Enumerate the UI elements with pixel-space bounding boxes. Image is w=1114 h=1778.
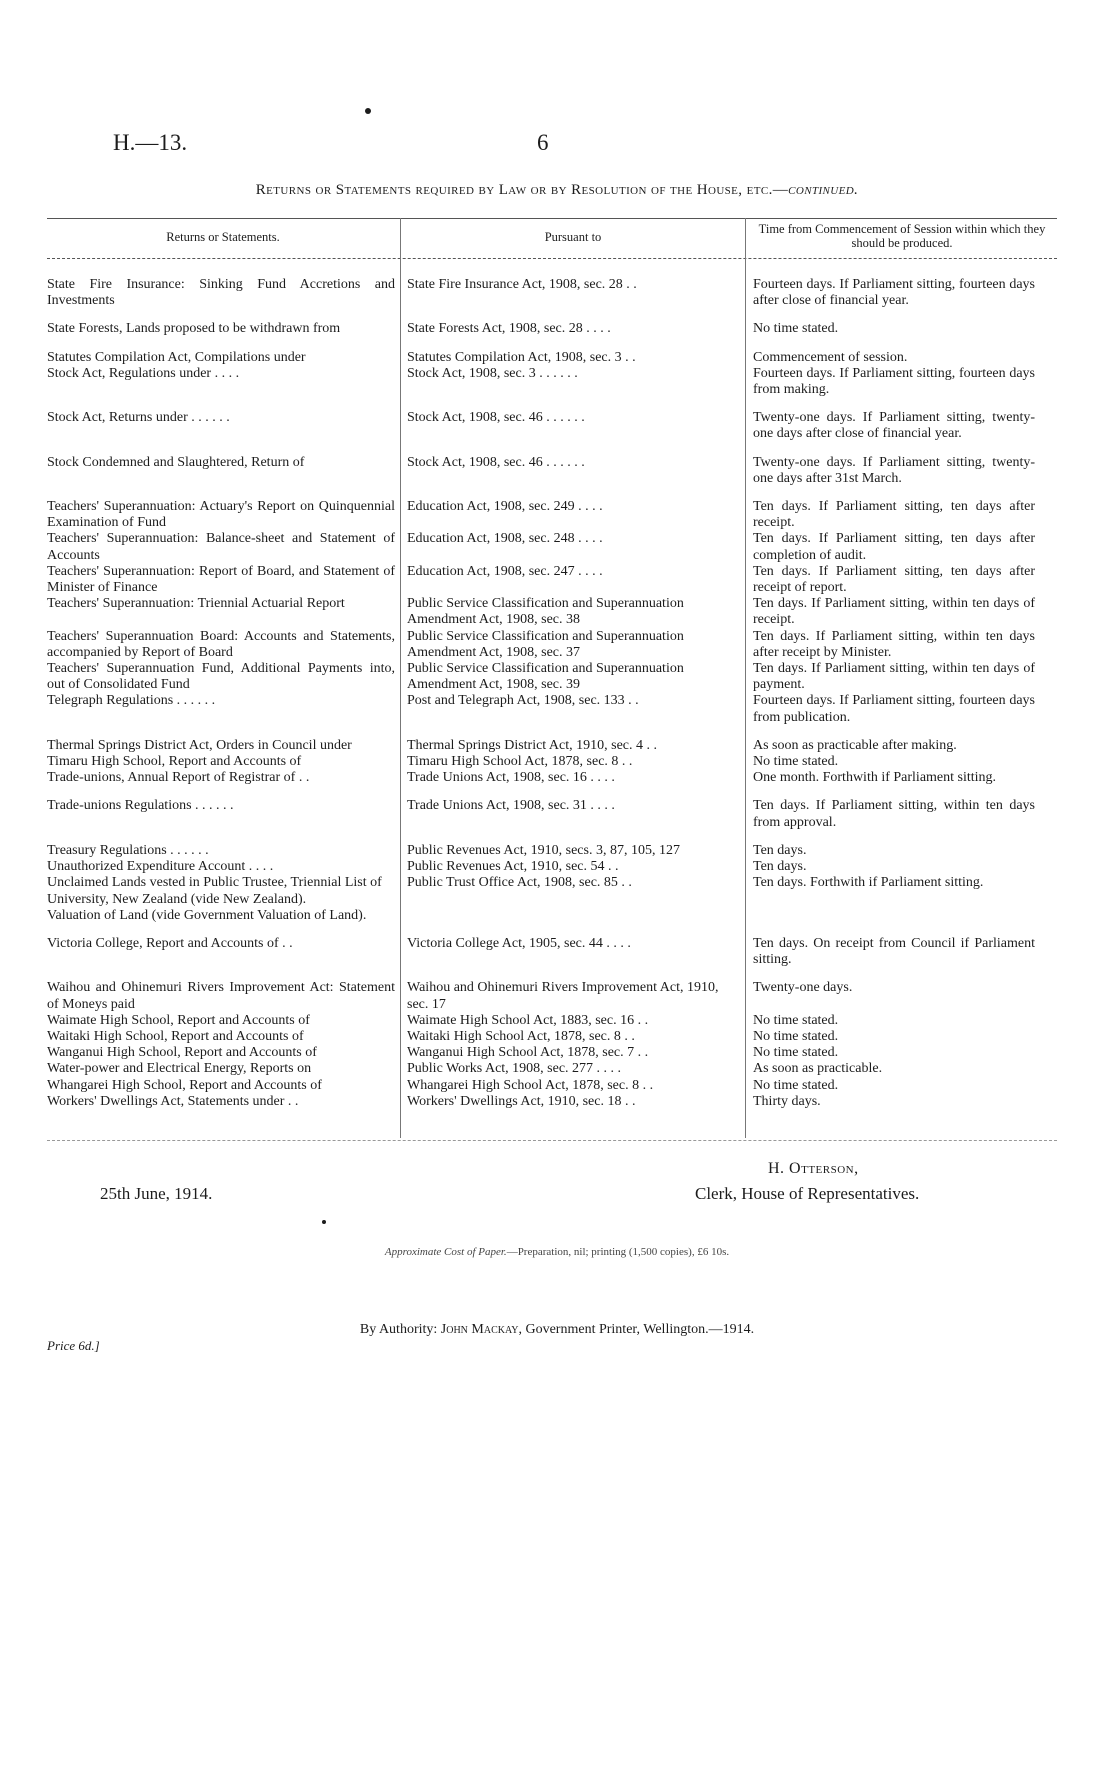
table-row xyxy=(47,366,1057,398)
title-suffix: continued. xyxy=(788,182,859,198)
time-cell: No time stated. xyxy=(753,1028,839,1044)
pursuant-cell: Whangarei High School Act, 1878, sec. 8 . . xyxy=(407,1077,654,1093)
return-cell: Stock Act, Returns under . . . . . . xyxy=(47,410,230,426)
pursuant-cell: Public Service Classification and Superannuation Amendment Act, 1908, sec. 38 xyxy=(407,596,684,628)
time-cell: No time stated. xyxy=(753,754,839,770)
time-cell: Ten days. If Parliament sitting, ten days after receipt. xyxy=(753,499,1035,531)
cost-label: Approximate Cost of Paper. xyxy=(384,1246,507,1258)
pursuant-cell: Public Works Act, 1908, sec. 277 . . . . xyxy=(407,1061,622,1077)
table-row xyxy=(47,531,1057,563)
table-row xyxy=(47,936,1057,968)
time-cell xyxy=(743,908,1035,924)
pursuant-cell: Trade Unions Act, 1908, sec. 16 . . . . xyxy=(407,770,615,786)
table-row xyxy=(47,738,1057,754)
pursuant-cell: Public Service Classification and Superannuation Amendment Act, 1908, sec. 37 xyxy=(407,628,684,660)
table-row xyxy=(47,596,1057,628)
time-cell: Twenty-one days. xyxy=(753,980,853,996)
signatory-title: Clerk, House of Representatives. xyxy=(695,1184,920,1203)
signature-date: 25th June, 1914. xyxy=(100,1184,213,1203)
header-bottom-rule xyxy=(47,258,1057,259)
table-row xyxy=(47,1029,1057,1045)
time-cell: Ten days. Forthwith if Parliament sitting. xyxy=(753,875,984,891)
time-cell: Commencement of session. xyxy=(753,349,908,365)
pursuant-cell: Waihou and Ohinemuri Rivers Improvement Act, 1910, sec. 17 xyxy=(407,980,719,1012)
pursuant-cell: Victoria College Act, 1905, sec. 44 . . . . xyxy=(407,935,631,951)
return-cell: Teachers' Superannuation: Report of Board, and Statement of Minister of Finance xyxy=(47,563,395,596)
time-cell: Ten days. xyxy=(753,859,807,875)
printer-name: John Mackay, xyxy=(440,1322,522,1337)
pursuant-cell: Post and Telegraph Act, 1908, sec. 133 . . xyxy=(407,693,639,709)
time-cell xyxy=(743,892,1035,908)
pursuant-cell: Public Revenues Act, 1910, sec. 54 . . xyxy=(407,859,619,875)
return-cell: Workers' Dwellings Act, Statements under . . xyxy=(47,1093,299,1109)
return-cell: Waimate High School, Report and Accounts of xyxy=(47,1012,310,1028)
table-row xyxy=(47,564,1057,596)
return-cell: Valuation of Land (vide Government Valuation of Land). xyxy=(47,907,367,923)
signatory-name: H. Otterson, xyxy=(768,1160,859,1177)
row-spacer xyxy=(47,831,1057,843)
return-cell: Trade-unions, Annual Report of Registrar of . . xyxy=(47,770,310,786)
time-cell: Fourteen days. If Parliament sitting, fourteen days after close of financial year. xyxy=(753,277,1035,309)
return-cell: Treasury Regulations . . . . . . xyxy=(47,842,209,858)
return-cell: Teachers' Superannuation Fund, Additional Payments into, out of Consolidated Fund xyxy=(47,661,395,693)
return-cell: Waitaki High School, Report and Accounts of xyxy=(47,1028,304,1044)
time-cell: No time stated. xyxy=(753,1012,839,1028)
pursuant-cell: State Forests Act, 1908, sec. 28 . . . . xyxy=(407,321,611,337)
table-row xyxy=(47,754,1057,770)
table-row xyxy=(47,1045,1057,1061)
row-spacer xyxy=(47,338,1057,350)
time-cell: Ten days. If Parliament sitting, within ten days of payment. xyxy=(753,661,1035,693)
table-row xyxy=(47,629,1057,661)
column-header-pursuant: Pursuant to xyxy=(544,230,602,244)
column-header-returns: Returns or Statements. xyxy=(166,230,280,244)
time-cell: Ten days. xyxy=(753,842,807,858)
ink-dot xyxy=(365,108,371,114)
pursuant-cell: Education Act, 1908, sec. 247 . . . . xyxy=(407,563,603,579)
table-row xyxy=(47,693,1057,725)
row-spacer xyxy=(47,924,1057,936)
table-row xyxy=(47,1013,1057,1029)
pursuant-cell: Wanganui High School Act, 1878, sec. 7 . . xyxy=(407,1045,649,1061)
pursuant-cell: Statutes Compilation Act, 1908, sec. 3 . . xyxy=(407,349,636,365)
pursuant-cell: Stock Act, 1908, sec. 46 . . . . . . xyxy=(407,410,585,426)
pursuant-cell: Education Act, 1908, sec. 249 . . . . xyxy=(407,499,603,515)
time-cell: As soon as practicable. xyxy=(753,1061,883,1077)
return-cell: Teachers' Superannuation: Balance-sheet and Statement of Accounts xyxy=(47,531,395,563)
row-spacer xyxy=(47,487,1057,499)
table-row xyxy=(47,1078,1057,1094)
table-row xyxy=(47,661,1057,693)
return-cell: Statutes Compilation Act, Compilations under xyxy=(47,349,306,365)
pursuant-cell: Waitaki High School Act, 1878, sec. 8 . . xyxy=(407,1028,635,1044)
pursuant-cell: Stock Act, 1908, sec. 3 . . . . . . xyxy=(407,365,578,381)
time-cell: Ten days. If Parliament sitting, ten days after completion of audit. xyxy=(753,531,1035,563)
time-cell: Ten days. If Parliament sitting, within ten days from approval. xyxy=(753,798,1035,830)
table-top-rule xyxy=(47,218,1057,219)
table-row xyxy=(47,908,1057,924)
pursuant-cell: Timaru High School Act, 1878, sec. 8 . . xyxy=(407,754,633,770)
time-cell: Twenty-one days. If Parliament sitting, twenty-one days after close of financial year. xyxy=(753,410,1035,442)
time-cell: As soon as practicable after making. xyxy=(753,737,957,753)
pursuant-cell: Education Act, 1908, sec. 248 . . . . xyxy=(407,531,603,547)
table-row xyxy=(47,321,1057,337)
title-text: Returns or Statements required by Law or by Resolution of the House, etc.— xyxy=(255,182,789,198)
return-cell: Victoria College, Report and Accounts of . . xyxy=(47,935,293,951)
table-row xyxy=(47,770,1057,786)
page-number: 6 xyxy=(537,130,549,155)
pursuant-cell: Waimate High School Act, 1883, sec. 16 . . xyxy=(407,1012,649,1028)
time-cell: Ten days. On receipt from Council if Parliament sitting. xyxy=(753,935,1035,968)
pursuant-cell: Trade Unions Act, 1908, sec. 31 . . . . xyxy=(407,798,615,814)
row-spacer xyxy=(47,443,1057,455)
document-code: H.—13. xyxy=(113,130,188,155)
return-cell: Timaru High School, Report and Accounts of xyxy=(47,754,302,770)
table-row xyxy=(47,875,1057,891)
return-cell: Wanganui High School, Report and Accounts of xyxy=(47,1045,317,1061)
table-row xyxy=(47,499,1057,531)
time-cell: Thirty days. xyxy=(753,1093,821,1109)
time-cell: No time stated. xyxy=(753,1077,839,1093)
return-cell: Stock Act, Regulations under . . . . xyxy=(47,365,240,381)
return-cell: State Forests, Lands proposed to be withdrawn from xyxy=(47,321,341,337)
printer-authority xyxy=(0,1322,1114,1338)
table-row xyxy=(47,350,1057,366)
return-cell: Teachers' Superannuation Board: Accounts and Statements, accompanied by Report of Board xyxy=(47,628,395,660)
authority-prefix: By Authority: xyxy=(359,1322,438,1337)
table-row xyxy=(47,843,1057,859)
pursuant-cell: Workers' Dwellings Act, 1910, sec. 18 . . xyxy=(407,1093,636,1109)
ink-mark xyxy=(322,1220,326,1224)
time-cell: One month. Forthwith if Parliament sitting. xyxy=(753,770,997,786)
time-cell: Ten days. If Parliament sitting, ten days after receipt of report. xyxy=(753,563,1035,596)
pursuant-cell xyxy=(399,892,743,908)
return-cell: University, New Zealand (vide New Zealand). xyxy=(47,891,307,907)
time-cell: No time stated. xyxy=(753,321,839,337)
pursuant-cell: Public Trust Office Act, 1908, sec. 85 . . xyxy=(407,875,632,891)
row-spacer xyxy=(47,786,1057,798)
return-cell: Unauthorized Expenditure Account . . . . xyxy=(47,859,274,875)
time-cell: Fourteen days. If Parliament sitting, fourteen days from making. xyxy=(753,365,1035,398)
table-row xyxy=(47,798,1057,830)
table-bottom-rule xyxy=(47,1140,1057,1141)
pursuant-cell: Thermal Springs District Act, 1910, sec. 4 . . xyxy=(407,737,658,753)
cost-of-paper-note xyxy=(0,1246,1114,1258)
table-row xyxy=(47,1061,1057,1077)
column-header-time: Time from Commencement of Session within which they should be produced. xyxy=(758,222,1046,250)
return-cell: Teachers' Superannuation: Triennial Actuarial Report xyxy=(47,596,345,612)
pursuant-cell: Stock Act, 1908, sec. 46 . . . . . . xyxy=(407,454,585,470)
cost-text: —Preparation, nil; printing (1,500 copies), £6 10s. xyxy=(506,1246,730,1258)
pursuant-cell: Public Revenues Act, 1910, secs. 3, 87, 105, 127 xyxy=(407,842,680,858)
return-cell: Trade-unions Regulations . . . . . . xyxy=(47,798,234,814)
pursuant-cell xyxy=(399,908,743,924)
return-cell: State Fire Insurance: Sinking Fund Accretions and Investments xyxy=(47,277,395,309)
table-row xyxy=(47,277,1057,309)
return-cell: Whangarei High School, Report and Accounts of xyxy=(47,1077,322,1093)
price: Price 6d.] xyxy=(47,1338,100,1353)
table-row xyxy=(47,980,1057,1012)
return-cell: Water-power and Electrical Energy, Reports on xyxy=(47,1061,312,1077)
row-spacer xyxy=(47,726,1057,738)
time-cell: No time stated. xyxy=(753,1045,839,1061)
table-row xyxy=(47,892,1057,908)
pursuant-cell: Public Service Classification and Superannuation Amendment Act, 1908, sec. 39 xyxy=(407,661,684,693)
time-cell: Twenty-one days. If Parliament sitting, twenty-one days after 31st March. xyxy=(753,454,1035,486)
return-cell: Waihou and Ohinemuri Rivers Improvement Act: Statement of Moneys paid xyxy=(47,980,395,1012)
return-cell: Telegraph Regulations . . . . . . xyxy=(47,693,216,709)
table-row xyxy=(47,859,1057,875)
row-spacer xyxy=(47,968,1057,980)
return-cell: Teachers' Superannuation: Actuary's Report on Quinquennial Examination of Fund xyxy=(47,499,395,531)
table-body xyxy=(47,277,1057,1110)
time-cell: Ten days. If Parliament sitting, within ten days of receipt. xyxy=(753,596,1035,628)
table-row xyxy=(47,410,1057,442)
authority-suffix: Government Printer, Wellington.—1914. xyxy=(525,1322,755,1337)
return-cell: Unclaimed Lands vested in Public Trustee, Triennial List of xyxy=(47,875,382,891)
return-cell: Stock Condemned and Slaughtered, Return of xyxy=(47,454,305,470)
time-cell: Fourteen days. If Parliament sitting, fourteen days from publication. xyxy=(753,693,1035,725)
page-title xyxy=(0,182,1114,199)
time-cell: Ten days. If Parliament sitting, within ten days after receipt by Minister. xyxy=(753,628,1035,660)
pursuant-cell: State Fire Insurance Act, 1908, sec. 28 . . xyxy=(407,277,637,292)
table-row xyxy=(47,455,1057,487)
row-spacer xyxy=(47,398,1057,410)
return-cell: Thermal Springs District Act, Orders in Council under xyxy=(47,737,352,753)
table-row xyxy=(47,1094,1057,1110)
row-spacer xyxy=(47,309,1057,321)
